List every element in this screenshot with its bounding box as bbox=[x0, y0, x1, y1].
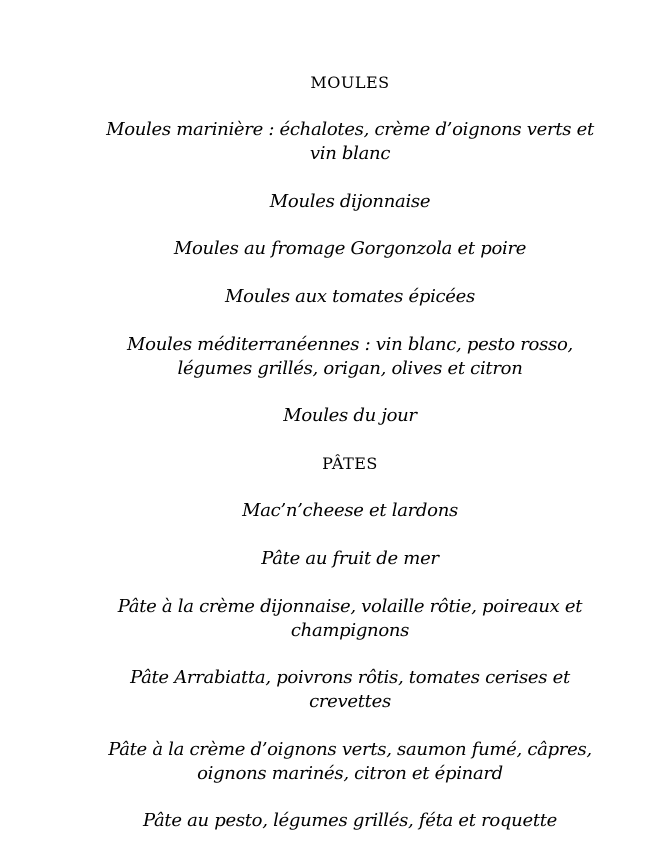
menu-item-line: Moules méditerranéennes : vin blanc, pesto rosso, bbox=[127, 334, 573, 355]
menu-item-line: légumes grillés, origan, olives et citron bbox=[177, 358, 523, 379]
menu-item-line: Pâte à la crème dijonnaise, volaille rôtie, poireaux et bbox=[117, 596, 583, 617]
menu-item-line: Pâte au fruit de mer bbox=[261, 548, 439, 569]
menu-item-line: Pâte au pesto, légumes grillés, féta et roquette bbox=[142, 810, 558, 831]
section-heading-pates: PÂTES bbox=[322, 454, 378, 473]
menu-item-line: Moules marinière : échalotes, crème d’oignons verts et bbox=[106, 119, 594, 140]
menu-item-line: oignons marinés, citron et épinard bbox=[197, 763, 503, 784]
menu-item-line: vin blanc bbox=[309, 143, 391, 164]
menu-item-line: Moules du jour bbox=[283, 405, 417, 426]
menu-item-line: crevettes bbox=[309, 691, 391, 712]
menu-item-line: Moules dijonnaise bbox=[269, 191, 431, 212]
menu-item-line: Mac’n’cheese et lardons bbox=[242, 500, 458, 521]
menu-item-line: Pâte à la crème d’oignons verts, saumon fumé, câpres, bbox=[108, 739, 592, 760]
menu-item-line: champignons bbox=[290, 620, 410, 641]
section-heading-moules: MOULES bbox=[310, 73, 390, 92]
menu-item-line: Moules aux tomates épicées bbox=[225, 286, 475, 307]
menu-item-line: Pâte Arrabiatta, poivrons rôtis, tomates cerises et bbox=[130, 667, 570, 688]
menu-item-line: Moules au fromage Gorgonzola et poire bbox=[173, 238, 527, 259]
